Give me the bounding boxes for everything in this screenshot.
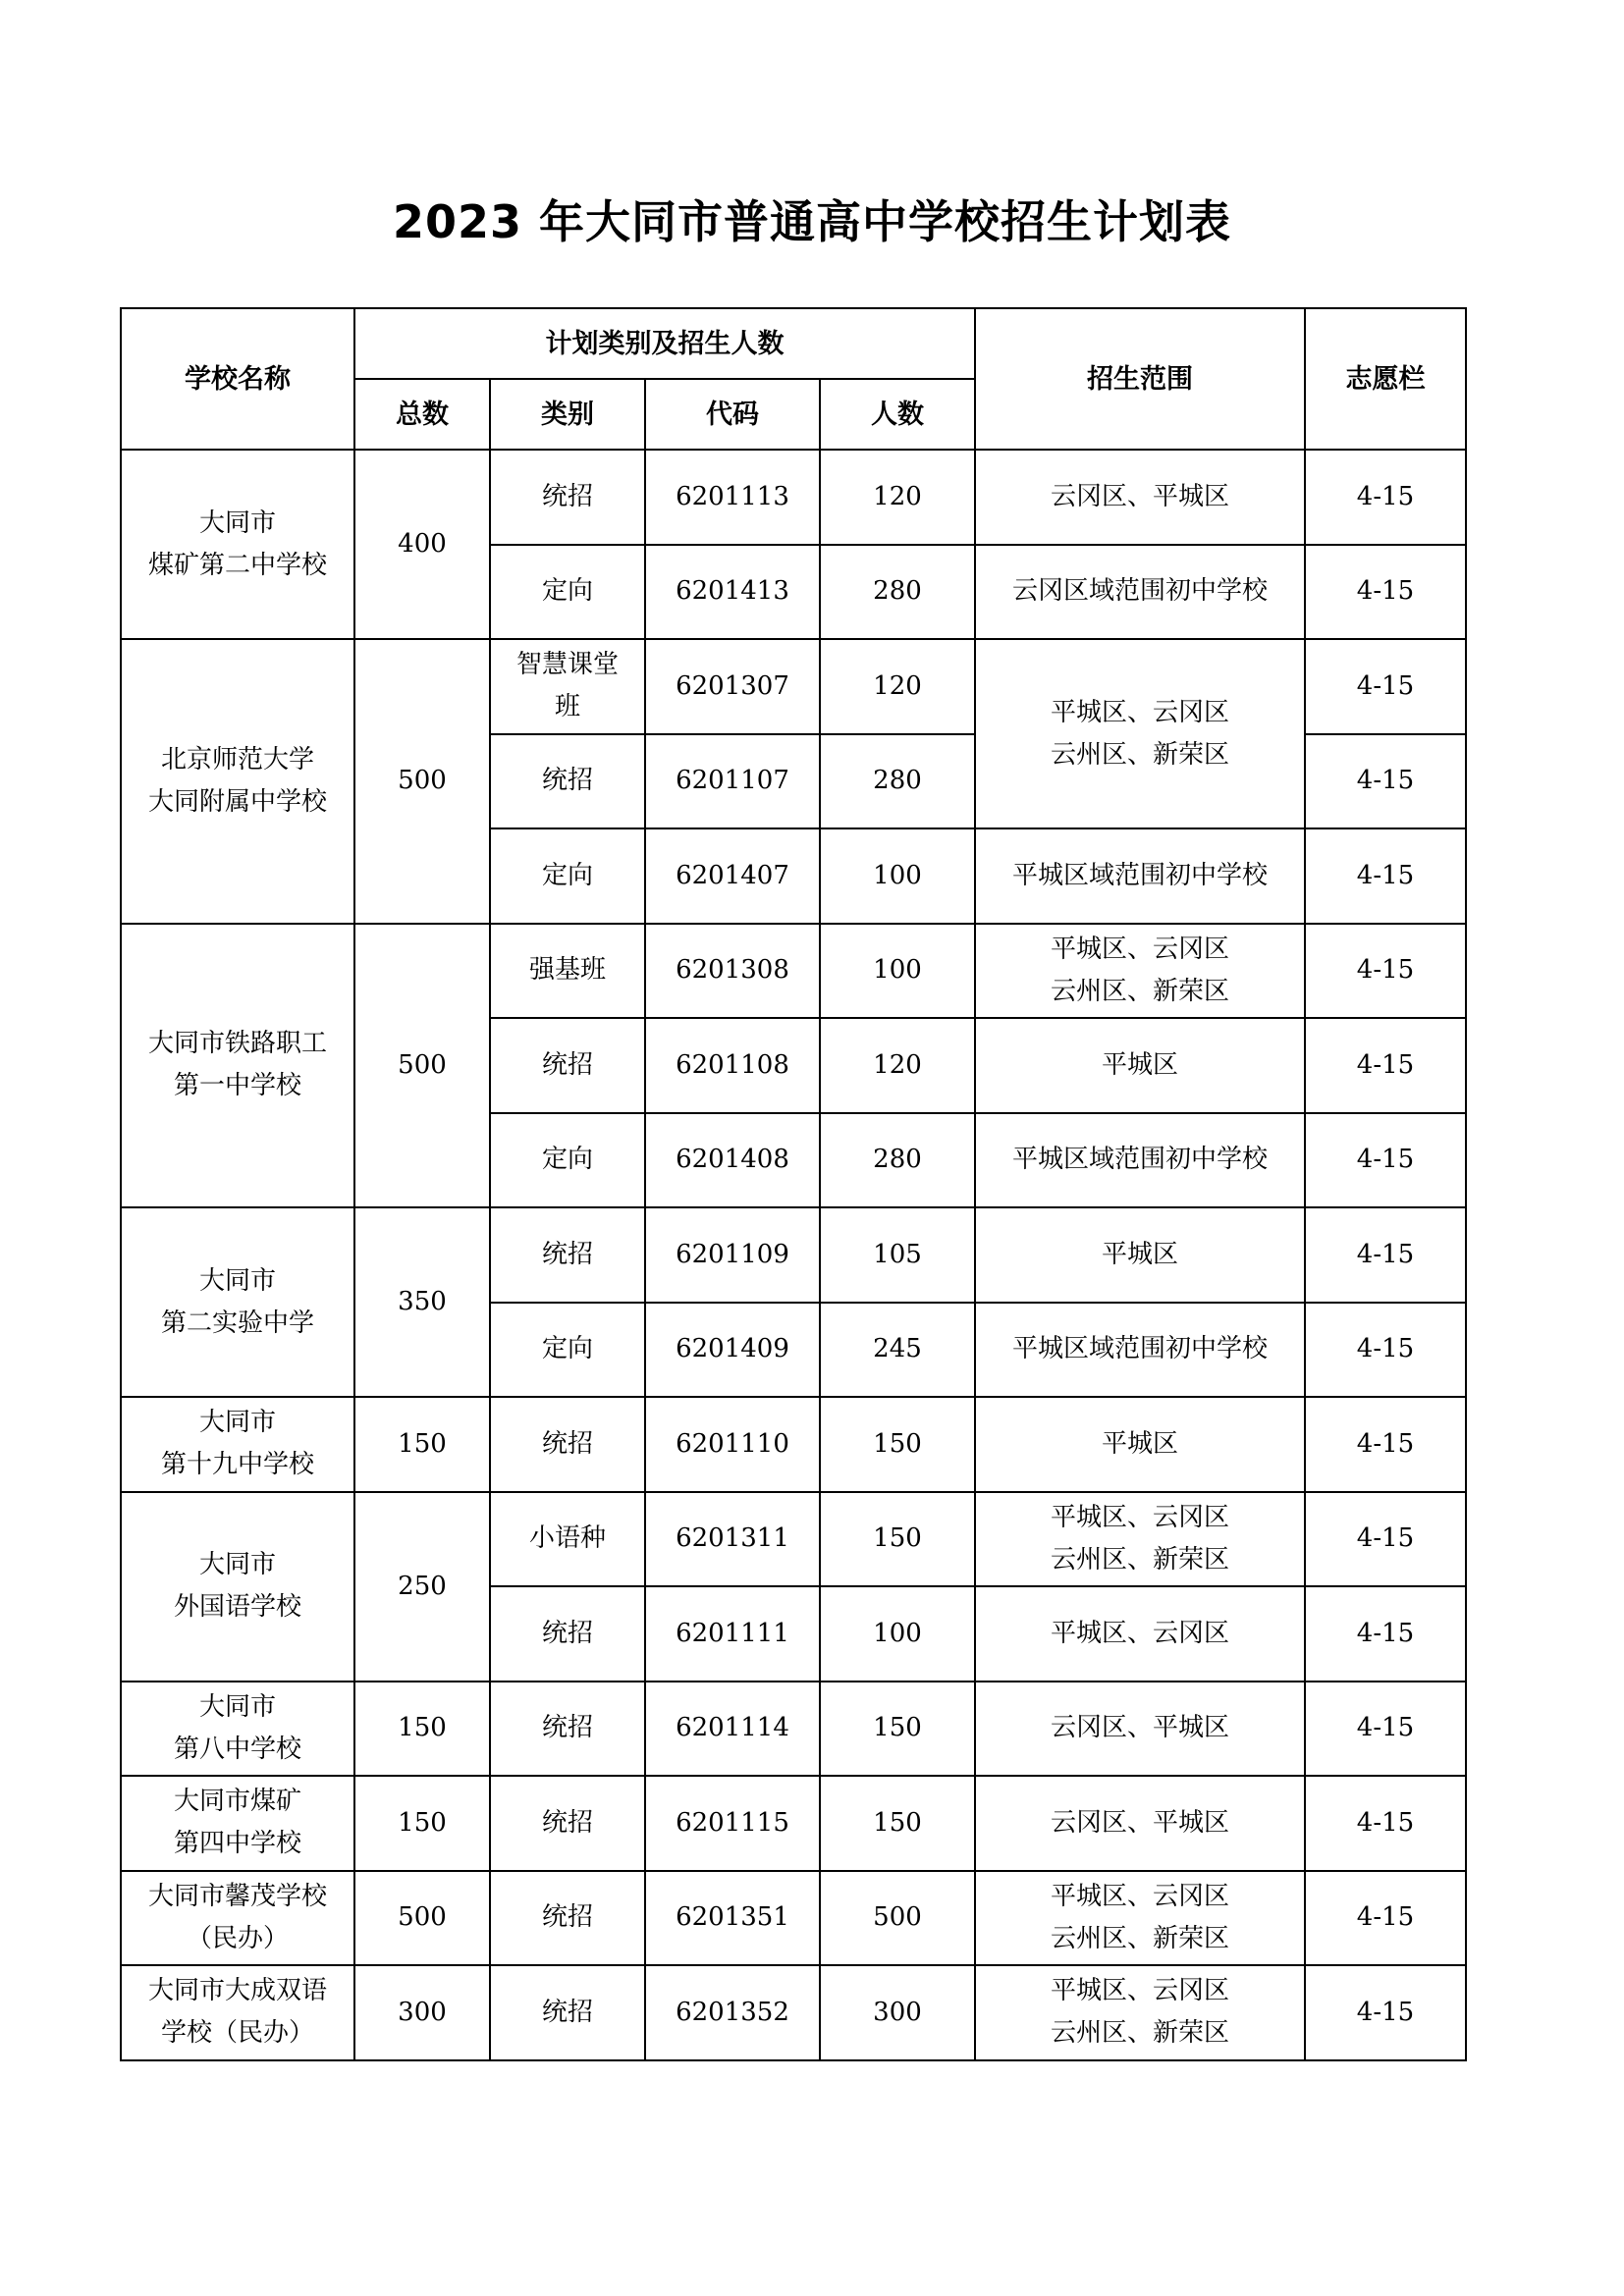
code-cell: 6201107 bbox=[645, 734, 820, 829]
header-count: 人数 bbox=[820, 379, 975, 450]
code-cell: 6201111 bbox=[645, 1586, 820, 1682]
code-cell: 6201115 bbox=[645, 1776, 820, 1871]
total-cell: 400 bbox=[354, 450, 490, 639]
scope-cell: 云冈区域范围初中学校 bbox=[975, 545, 1305, 640]
code-cell: 6201407 bbox=[645, 828, 820, 924]
category-cell: 统招 bbox=[490, 1682, 645, 1777]
category-cell: 统招 bbox=[490, 1871, 645, 1966]
count-cell: 300 bbox=[820, 1965, 975, 2060]
wish-cell: 4-15 bbox=[1305, 1303, 1466, 1398]
total-cell: 150 bbox=[354, 1397, 490, 1492]
code-cell: 6201109 bbox=[645, 1207, 820, 1303]
scope-cell: 云冈区、平城区 bbox=[975, 1776, 1305, 1871]
count-cell: 280 bbox=[820, 545, 975, 640]
count-cell: 280 bbox=[820, 734, 975, 829]
table-row bbox=[121, 1492, 1466, 1587]
category-cell: 定向 bbox=[490, 828, 645, 924]
category-cell: 定向 bbox=[490, 1113, 645, 1208]
category-cell: 小语种 bbox=[490, 1492, 645, 1587]
school-name-cell: 大同市煤矿 第四中学校 bbox=[121, 1776, 354, 1871]
total-cell: 500 bbox=[354, 639, 490, 924]
table-body bbox=[121, 450, 1466, 2060]
count-cell: 150 bbox=[820, 1776, 975, 1871]
school-name-cell: 北京师范大学 大同附属中学校 bbox=[121, 639, 354, 924]
code-cell: 6201307 bbox=[645, 639, 820, 734]
school-name-cell: 大同市铁路职工 第一中学校 bbox=[121, 924, 354, 1208]
scope-cell: 云冈区、平城区 bbox=[975, 1682, 1305, 1777]
table-row bbox=[121, 1682, 1466, 1777]
scope-cell: 平城区域范围初中学校 bbox=[975, 1303, 1305, 1398]
category-cell: 定向 bbox=[490, 1303, 645, 1398]
scope-cell: 云冈区、平城区 bbox=[975, 450, 1305, 545]
total-cell: 300 bbox=[354, 1965, 490, 2060]
total-cell: 250 bbox=[354, 1492, 490, 1682]
header-plan-group: 计划类别及招生人数 bbox=[354, 308, 975, 379]
table-row bbox=[121, 924, 1466, 1019]
code-cell: 6201108 bbox=[645, 1018, 820, 1113]
scope-cell: 平城区、云冈区 云州区、新荣区 bbox=[975, 924, 1305, 1019]
wish-cell: 4-15 bbox=[1305, 734, 1466, 829]
code-cell: 6201311 bbox=[645, 1492, 820, 1587]
wish-cell: 4-15 bbox=[1305, 1682, 1466, 1777]
header-total: 总数 bbox=[354, 379, 490, 450]
code-cell: 6201308 bbox=[645, 924, 820, 1019]
category-cell: 强基班 bbox=[490, 924, 645, 1019]
category-cell: 统招 bbox=[490, 1586, 645, 1682]
table-row bbox=[121, 1871, 1466, 1966]
school-name-cell: 大同市大成双语 学校（民办） bbox=[121, 1965, 354, 2060]
header-code: 代码 bbox=[645, 379, 820, 450]
header-category: 类别 bbox=[490, 379, 645, 450]
code-cell: 6201408 bbox=[645, 1113, 820, 1208]
category-cell: 统招 bbox=[490, 1965, 645, 2060]
scope-cell: 平城区 bbox=[975, 1397, 1305, 1492]
scope-cell: 平城区、云冈区 云州区、新荣区 bbox=[975, 1871, 1305, 1966]
scope-cell: 平城区、云冈区 云州区、新荣区 bbox=[975, 1965, 1305, 2060]
school-name-cell: 大同市 煤矿第二中学校 bbox=[121, 450, 354, 639]
school-name-cell: 大同市馨茂学校 （民办） bbox=[121, 1871, 354, 1966]
code-cell: 6201351 bbox=[645, 1871, 820, 1966]
total-cell: 150 bbox=[354, 1776, 490, 1871]
school-name-cell: 大同市 第八中学校 bbox=[121, 1682, 354, 1777]
school-name-cell: 大同市 第十九中学校 bbox=[121, 1397, 354, 1492]
table-row bbox=[121, 450, 1466, 545]
count-cell: 105 bbox=[820, 1207, 975, 1303]
wish-cell: 4-15 bbox=[1305, 450, 1466, 545]
count-cell: 150 bbox=[820, 1682, 975, 1777]
table-row bbox=[121, 1965, 1466, 2060]
scope-cell: 平城区域范围初中学校 bbox=[975, 828, 1305, 924]
count-cell: 120 bbox=[820, 1018, 975, 1113]
wish-cell: 4-15 bbox=[1305, 1018, 1466, 1113]
scope-cell: 平城区、云冈区 bbox=[975, 1586, 1305, 1682]
category-cell: 统招 bbox=[490, 734, 645, 829]
count-cell: 100 bbox=[820, 924, 975, 1019]
count-cell: 150 bbox=[820, 1397, 975, 1492]
wish-cell: 4-15 bbox=[1305, 1871, 1466, 1966]
count-cell: 120 bbox=[820, 450, 975, 545]
code-cell: 6201110 bbox=[645, 1397, 820, 1492]
scope-cell: 平城区 bbox=[975, 1207, 1305, 1303]
total-cell: 150 bbox=[354, 1682, 490, 1777]
scope-cell: 平城区、云冈区 云州区、新荣区 bbox=[975, 639, 1305, 828]
category-cell: 统招 bbox=[490, 1207, 645, 1303]
enrollment-plan-table bbox=[120, 307, 1467, 2061]
count-cell: 280 bbox=[820, 1113, 975, 1208]
code-cell: 6201413 bbox=[645, 545, 820, 640]
count-cell: 245 bbox=[820, 1303, 975, 1398]
wish-cell: 4-15 bbox=[1305, 1397, 1466, 1492]
wish-cell: 4-15 bbox=[1305, 924, 1466, 1019]
category-cell: 统招 bbox=[490, 1776, 645, 1871]
code-cell: 6201352 bbox=[645, 1965, 820, 2060]
header-scope: 招生范围 bbox=[975, 308, 1305, 450]
scope-cell: 平城区 bbox=[975, 1018, 1305, 1113]
wish-cell: 4-15 bbox=[1305, 828, 1466, 924]
total-cell: 350 bbox=[354, 1207, 490, 1397]
count-cell: 150 bbox=[820, 1492, 975, 1587]
count-cell: 100 bbox=[820, 1586, 975, 1682]
header-wish: 志愿栏 bbox=[1305, 308, 1466, 450]
code-cell: 6201114 bbox=[645, 1682, 820, 1777]
wish-cell: 4-15 bbox=[1305, 545, 1466, 640]
total-cell: 500 bbox=[354, 1871, 490, 1966]
count-cell: 100 bbox=[820, 828, 975, 924]
scope-cell: 平城区、云冈区 云州区、新荣区 bbox=[975, 1492, 1305, 1587]
wish-cell: 4-15 bbox=[1305, 1492, 1466, 1587]
wish-cell: 4-15 bbox=[1305, 1776, 1466, 1871]
header-school: 学校名称 bbox=[121, 308, 354, 450]
code-cell: 6201113 bbox=[645, 450, 820, 545]
wish-cell: 4-15 bbox=[1305, 1113, 1466, 1208]
table-row bbox=[121, 1776, 1466, 1871]
school-name-cell: 大同市 外国语学校 bbox=[121, 1492, 354, 1682]
category-cell: 智慧课堂 班 bbox=[490, 639, 645, 734]
wish-cell: 4-15 bbox=[1305, 1207, 1466, 1303]
category-cell: 统招 bbox=[490, 1397, 645, 1492]
table-row bbox=[121, 1207, 1466, 1303]
table-row bbox=[121, 639, 1466, 734]
scope-cell: 平城区域范围初中学校 bbox=[975, 1113, 1305, 1208]
page-title: 2023 年大同市普通高中学校招生计划表 bbox=[392, 195, 1232, 248]
count-cell: 500 bbox=[820, 1871, 975, 1966]
category-cell: 统招 bbox=[490, 1018, 645, 1113]
school-name-cell: 大同市 第二实验中学 bbox=[121, 1207, 354, 1397]
wish-cell: 4-15 bbox=[1305, 1586, 1466, 1682]
category-cell: 定向 bbox=[490, 545, 645, 640]
wish-cell: 4-15 bbox=[1305, 639, 1466, 734]
total-cell: 500 bbox=[354, 924, 490, 1208]
table-header bbox=[121, 308, 1466, 450]
wish-cell: 4-15 bbox=[1305, 1965, 1466, 2060]
category-cell: 统招 bbox=[490, 450, 645, 545]
count-cell: 120 bbox=[820, 639, 975, 734]
table-row bbox=[121, 1397, 1466, 1492]
code-cell: 6201409 bbox=[645, 1303, 820, 1398]
